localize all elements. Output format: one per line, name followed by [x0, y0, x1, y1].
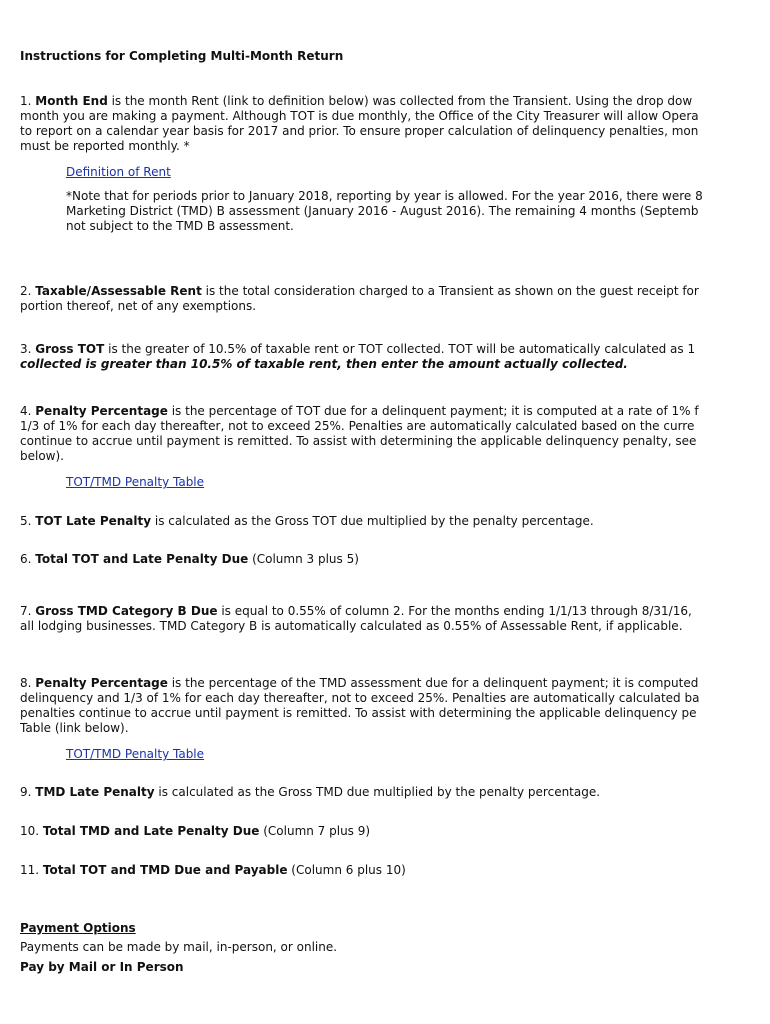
- definition-of-rent-link[interactable]: Definition of Rent: [66, 165, 171, 179]
- penalty-table-link-1[interactable]: TOT/TMD Penalty Table: [66, 475, 205, 489]
- item-1-note-line-1: *Note that for periods prior to January 2018, reporting by year is allowed. For the year 2016, there were 8: [66, 189, 703, 203]
- item-4-line-3: continue to accrue until payment is remitted. To assist with determining the applicable delinquency penalty, see: [20, 434, 697, 448]
- payment-options-text: Payments can be made by mail, in-person, or online.: [20, 940, 338, 954]
- item-5-term: TOT Late Penalty: [35, 514, 152, 528]
- item-11-term: Total TOT and TMD Due and Payable: [42, 863, 288, 877]
- item-6-line-1: 6. Total TOT and Late Penalty Due (Column 3 plus 5): [20, 552, 359, 566]
- instructions-page: [20, 0, 732, 1024]
- item-2-line-1: 2. Taxable/Assessable Rent is the total consideration charged to a Transient as shown on the guest receipt for: [20, 284, 699, 298]
- item-1-note-line-2: Marketing District (TMD) B assessment (January 2016 - August 2016). The remaining 4 months (Septemb: [66, 204, 699, 218]
- item-7-line-1: 7. Gross TMD Category B Due is equal to 0.55% of column 2. For the months ending 1/1/13 through 8/31/16,: [20, 604, 692, 618]
- item-10-line-1: 10. Total TMD and Late Penalty Due (Column 7 plus 9): [20, 824, 371, 838]
- item-8-line-2: delinquency and 1/3 of 1% for each day thereafter, not to exceed 25%. Penalties are automatically calculated ba: [20, 691, 700, 705]
- item-10-term: Total TMD and Late Penalty Due: [42, 824, 260, 838]
- item-4-line-4: below).: [20, 449, 64, 463]
- item-2-line-2: portion thereof, net of any exemptions.: [20, 299, 257, 313]
- item-9-term: TMD Late Penalty: [35, 785, 155, 799]
- item-6-term: Total TOT and Late Penalty Due: [35, 552, 249, 566]
- item-1-term: Month End: [35, 94, 108, 108]
- item-8-line-4: Table (link below).: [20, 721, 129, 735]
- item-11-line-1: 11. Total TOT and TMD Due and Payable (Column 6 plus 10): [20, 863, 406, 877]
- item-7-term: Gross TMD Category B Due: [35, 604, 218, 618]
- item-1-line-2: month you are making a payment. Although TOT is due monthly, the Office of the City Treasurer will allow Opera: [20, 109, 699, 123]
- item-1-note-line-3: not subject to the TMD B assessment.: [66, 219, 294, 233]
- page-title: Instructions for Completing Multi-Month Return: [20, 49, 344, 63]
- pay-by-mail-heading: Pay by Mail or In Person: [20, 960, 184, 974]
- item-1-line-3: to report on a calendar year basis for 2017 and prior. To ensure proper calculation of delinquency penalties, mon: [20, 124, 699, 138]
- item-8-term: Penalty Percentage: [35, 676, 168, 690]
- item-1-line-1: 1. Month End is the month Rent (link to definition below) was collected from the Transient. Using the drop dow: [20, 94, 693, 108]
- item-3-term: Gross TOT: [35, 342, 105, 356]
- penalty-table-link-2[interactable]: TOT/TMD Penalty Table: [66, 747, 205, 761]
- item-4-line-1: 4. Penalty Percentage is the percentage of TOT due for a delinquent payment; it is computed at a rate of 1% f: [20, 404, 699, 418]
- item-4-line-2: 1/3 of 1% for each day thereafter, not to exceed 25%. Penalties are automatically calculated based on the curre: [20, 419, 695, 433]
- item-2-term: Taxable/Assessable Rent: [35, 284, 202, 298]
- item-7-line-2: all lodging businesses. TMD Category B is automatically calculated as 0.55% of Assessable Rent, if applicable.: [20, 619, 683, 633]
- item-3-line-2: collected is greater than 10.5% of taxable rent, then enter the amount actually collected.: [20, 357, 628, 371]
- item-9-line-1: 9. TMD Late Penalty is calculated as the Gross TMD due multiplied by the penalty percentage.: [20, 785, 601, 799]
- item-1-line-4: must be reported monthly. *: [20, 139, 190, 153]
- payment-options-heading: Payment Options: [20, 921, 136, 935]
- item-8-line-3: penalties continue to accrue until payment is remitted. To assist with determining the applicable delinquency pe: [20, 706, 697, 720]
- item-5-line-1: 5. TOT Late Penalty is calculated as the Gross TOT due multiplied by the penalty percentage.: [20, 514, 594, 528]
- item-4-term: Penalty Percentage: [35, 404, 168, 418]
- item-8-line-1: 8. Penalty Percentage is the percentage of the TMD assessment due for a delinquent payment; it is computed: [20, 676, 699, 690]
- item-3-line-1: 3. Gross TOT is the greater of 10.5% of taxable rent or TOT collected. TOT will be automatically calculated as 1: [20, 342, 696, 356]
